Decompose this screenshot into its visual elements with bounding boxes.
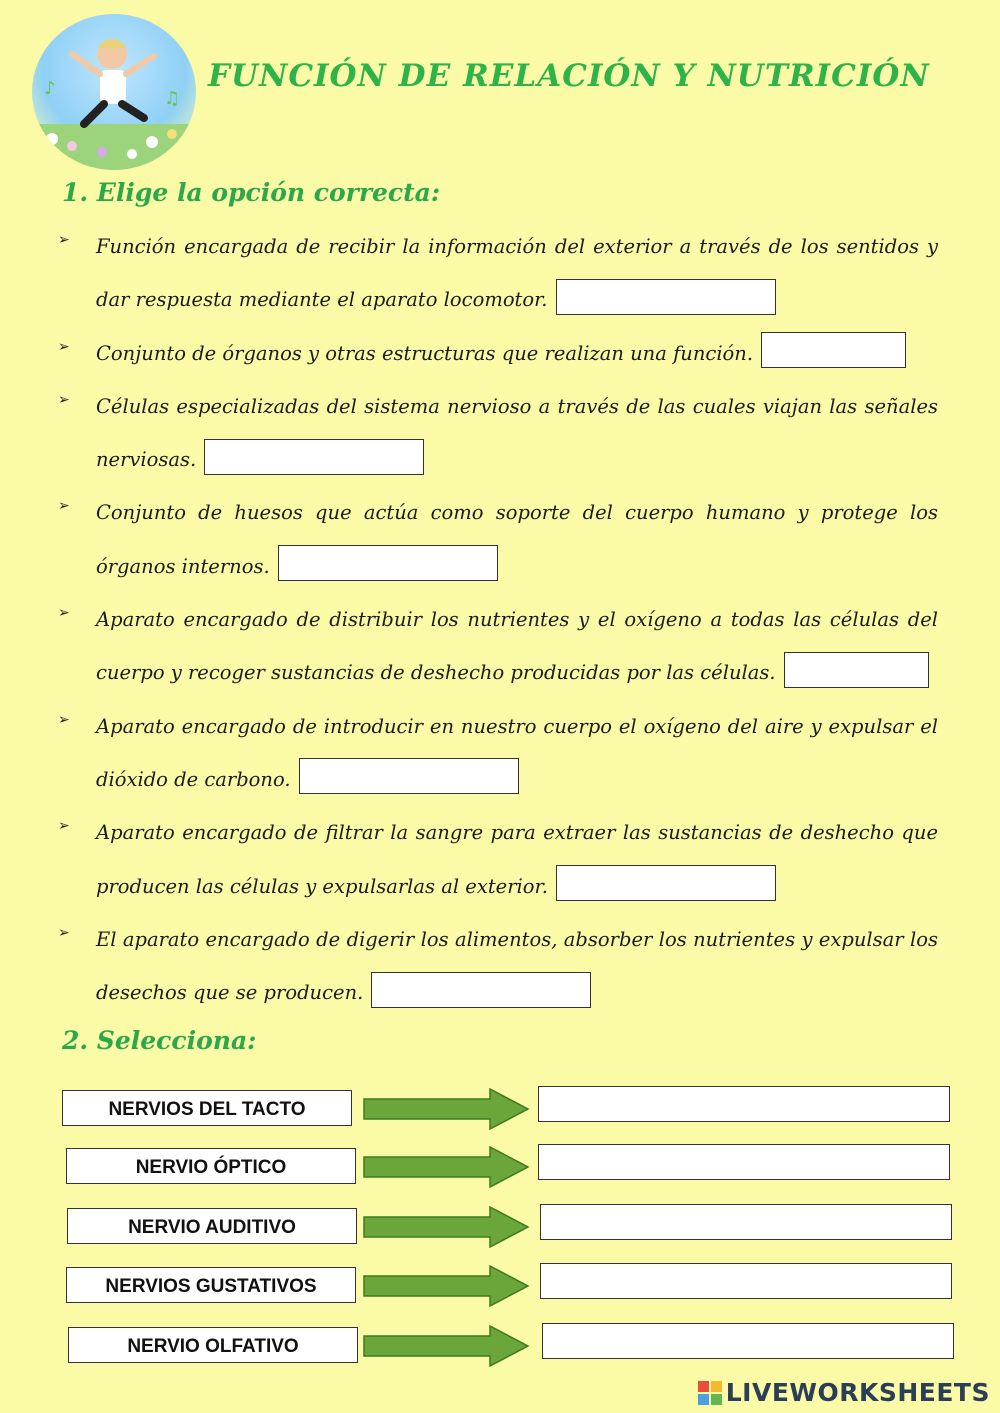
answer-dropdown[interactable] [542,1323,954,1359]
answer-dropdown[interactable] [540,1263,952,1299]
match-row [62,1327,957,1367]
question-item [58,380,938,487]
arrow-right-icon [362,1088,530,1130]
liveworksheets-brand [698,1378,990,1407]
nerve-label: NERVIO OLFATIVO [68,1327,358,1363]
match-row [62,1090,957,1130]
arrow-right-icon [362,1265,530,1307]
question-item [58,700,938,807]
answer-input[interactable] [299,758,519,794]
question-item [58,806,938,913]
question-item [58,913,938,1020]
question-text: El aparato encargado de digerir los alimentos, absorber los nutrientes y expulsar los desechos que se producen. [96,927,938,1005]
answer-dropdown[interactable] [538,1086,950,1122]
match-row [62,1208,957,1248]
nerve-label: NERVIO AUDITIVO [67,1208,357,1244]
arrow-right-icon [362,1146,530,1188]
svg-text:♪: ♪ [44,78,56,99]
answer-input[interactable] [761,332,906,368]
arrow-bullet-icon: ➢ [58,498,70,515]
question-text: Aparato encargado de distribuir los nutrientes y el oxígeno a todas las células del cuerpo y recoger sustancias de deshecho producidas por las células. [96,608,938,685]
answer-input[interactable] [556,865,776,901]
arrow-bullet-icon: ➢ [58,605,70,622]
svg-text:♫: ♫ [164,88,181,109]
arrow-bullet-icon: ➢ [58,818,70,835]
answer-input[interactable] [371,972,591,1008]
answer-dropdown[interactable] [540,1204,952,1240]
page-title: FUNCIÓN DE RELACIÓN Y NUTRICIÓN [208,58,930,94]
nerve-label: NERVIO ÓPTICO [66,1148,356,1184]
section-1-heading: 1. Elige la opción correcta: [62,178,441,207]
question-text: Aparato encargado de filtrar la sangre para extraer las sustancias de deshecho que producen las células y expulsarlas al exterior. [96,821,938,898]
match-row [62,1267,957,1307]
arrow-right-icon [362,1325,530,1367]
header-illustration [32,14,196,170]
question-text: Conjunto de huesos que actúa como soporte del cuerpo humano y protege los órganos internos. [96,501,938,578]
arrow-bullet-icon: ➢ [58,924,70,941]
question-item [58,327,938,380]
question-item [58,486,938,593]
question-text: Función encargada de recibir la información del exterior a través de los sentidos y dar respuesta mediante el aparato locomotor. [96,235,938,312]
nerve-label: NERVIOS GUSTATIVOS [66,1267,356,1303]
question-text: Células especializadas del sistema nervioso a través de las cuales viajan las señales nerviosas. [96,394,938,472]
question-text: Aparato encargado de introducir en nuestro cuerpo el oxígeno del aire y expulsar el dióxido de carbono. [96,714,938,791]
section-2-heading: 2. Selecciona: [62,1026,257,1055]
brand-text: LIVEWORKSHEETS [725,1378,990,1407]
arrow-bullet-icon: ➢ [58,232,70,248]
question-text: Conjunto de órganos y otras estructuras que realizan una función. [96,341,754,365]
match-row [62,1148,957,1188]
arrow-bullet-icon: ➢ [58,711,70,728]
question-list [58,220,938,1019]
answer-input[interactable] [556,279,776,315]
answer-input[interactable] [204,439,424,475]
question-item [58,593,938,700]
jumping-girl-icon [32,14,196,170]
nerve-label: NERVIOS DEL TACTO [62,1090,352,1126]
answer-dropdown[interactable] [538,1144,950,1180]
answer-input[interactable] [278,545,498,581]
arrow-right-icon [362,1206,530,1248]
arrow-bullet-icon: ➢ [58,391,70,408]
arrow-bullet-icon: ➢ [58,338,70,355]
question-item [58,220,938,327]
liveworksheets-logo-icon [698,1381,722,1405]
answer-input[interactable] [784,652,929,688]
